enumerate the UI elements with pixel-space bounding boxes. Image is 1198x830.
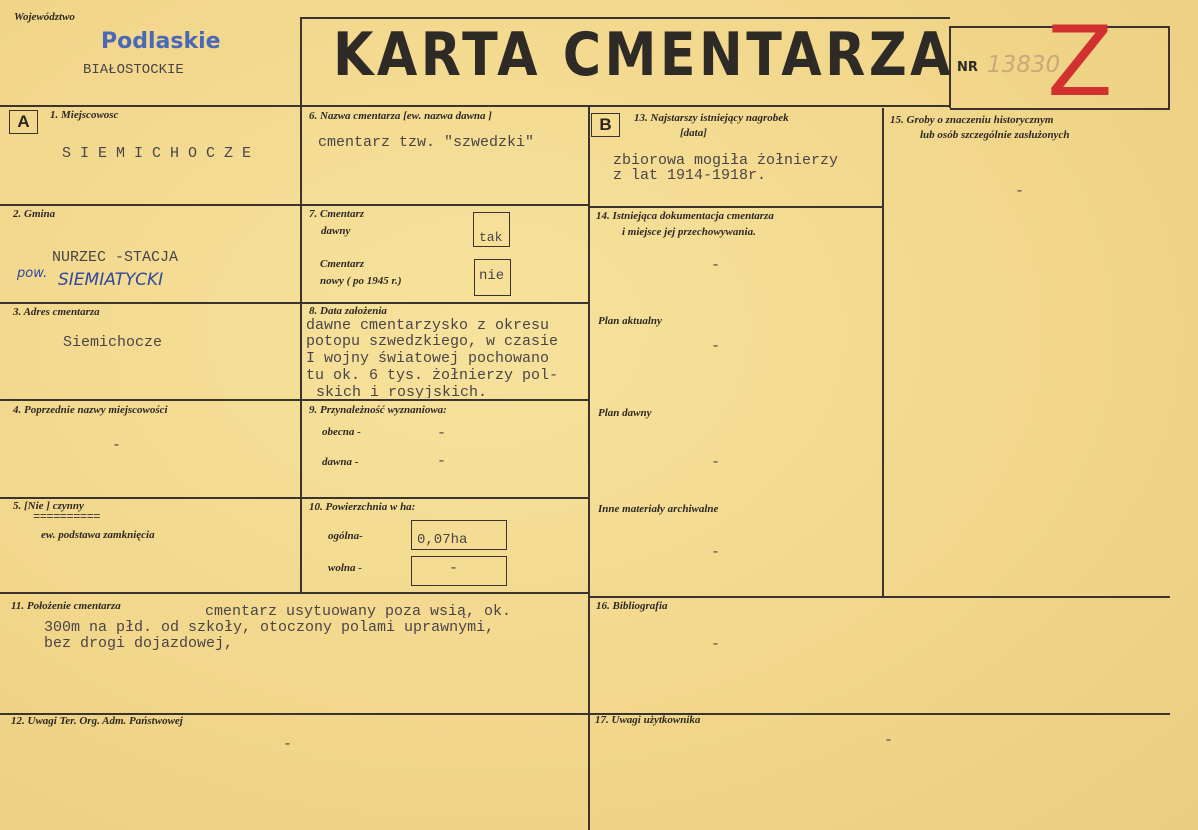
- field-2-label: 2. Gmina: [13, 208, 56, 220]
- field-13-label-1: 13. Najstarszy istniejący nagrobek: [634, 112, 789, 124]
- field-14-label-2: i miejsce jej przechowywania.: [622, 226, 756, 238]
- field-1-label: 1. Miejscowosc: [50, 109, 119, 121]
- field-7-label-old-1: 7. Cmentarz: [309, 208, 365, 220]
- archives-value: -: [711, 544, 721, 561]
- rule-v-right-edge: [1168, 26, 1170, 108]
- field-10-total-label: ogólna-: [328, 530, 363, 542]
- rule-row4: [0, 497, 590, 499]
- field-10-label: 10. Powierzchnia w ha:: [309, 501, 416, 513]
- rule-v-col3: [882, 108, 884, 596]
- field-10-free-box: [411, 556, 507, 586]
- nr-label: NR: [957, 60, 978, 75]
- archives-label: Inne materiały archiwalne: [598, 503, 719, 515]
- rule-top: [301, 17, 950, 19]
- rule-v-col2: [588, 105, 590, 830]
- field-8-line-4: tu ok. 6 tys. żołnierzy pol-: [306, 367, 559, 384]
- rule-row1: [0, 204, 590, 206]
- rule-row5-left: [0, 592, 590, 594]
- field-2-handwritten: SIEMIATYCKI: [58, 270, 164, 290]
- field-14-label-1: 14. Istniejąca dokumentacja cmentarza: [596, 210, 774, 222]
- field-11-line-1: cmentarz usytuowany poza wsią, ok.: [205, 603, 512, 620]
- rule-v-col1: [300, 105, 302, 592]
- field-8-line-1: dawne cmentarzysko z okresu: [306, 317, 550, 334]
- section-a-badge: A: [9, 110, 38, 134]
- field-10-total-value: 0,07ha: [417, 532, 468, 548]
- field-17-value: -: [884, 732, 894, 749]
- field-1-value: S I E M I C H O C Z E: [62, 145, 252, 162]
- field-12-label: 12. Uwagi Ter. Org. Adm. Państwowej: [11, 715, 183, 727]
- field-17-label: 17. Uwagi użytkownika: [595, 714, 701, 726]
- field-8-line-2: potopu szwedzkiego, w czasie: [306, 333, 559, 350]
- field-9-former-label: dawna -: [322, 456, 359, 468]
- field-5-label: 5. [Nie ] czynny: [13, 500, 84, 512]
- plan-current-value: -: [711, 338, 721, 355]
- field-7-old-value: tak: [479, 230, 503, 245]
- field-10-free-value: -: [449, 560, 459, 577]
- rule-header-bottom: [0, 105, 950, 107]
- field-4-value: -: [112, 437, 122, 454]
- voivodeship-label: Województwo: [14, 11, 75, 23]
- field-13-label-2: [data]: [680, 127, 707, 139]
- rule-row3: [0, 399, 590, 401]
- nr-value: 13830: [987, 52, 1061, 78]
- field-11-line-3: bez drogi dojazdowej,: [44, 635, 234, 652]
- field-6-value: cmentarz tzw. "szwedzki": [318, 134, 535, 151]
- field-7-label-old-2: dawny: [321, 225, 351, 237]
- field-16-label: 16. Bibliografia: [596, 600, 668, 612]
- red-mark: Z: [1047, 6, 1113, 118]
- section-b-badge: B: [591, 113, 620, 137]
- field-3-label: 3. Adres cmentarza: [13, 306, 100, 318]
- field-9-current-label: obecna -: [322, 426, 361, 438]
- field-3-value: Siemichocze: [63, 334, 163, 351]
- field-13-line-1: zbiorowa mogiła żołnierzy: [613, 152, 839, 169]
- field-5-sub-label: ew. podstawa zamknięcia: [41, 529, 155, 541]
- card-title: KARTA CMENTARZA: [333, 20, 955, 90]
- region-typed: BIAŁOSTOCKIE: [83, 62, 184, 78]
- field-4-label: 4. Poprzednie nazwy miejscowości: [13, 404, 168, 416]
- field-11-label: 11. Położenie cmentarza: [11, 600, 121, 612]
- field-9-current-value: -: [437, 425, 447, 442]
- field-6-label: 6. Nazwa cmentarza [ew. nazwa dawna ]: [309, 110, 492, 122]
- field-15-value: -: [1015, 183, 1025, 200]
- field-11-line-2: 300m na płd. od szkoły, otoczony polami uprawnymi,: [44, 619, 495, 636]
- field-16-value: -: [711, 636, 721, 653]
- field-10-free-label: wolna -: [328, 562, 362, 574]
- field-7-label-new-1: Cmentarz: [320, 258, 365, 270]
- plan-former-value: -: [711, 454, 721, 471]
- rule-row5-right: [590, 596, 1170, 598]
- field-7-label-new-2: nowy ( po 1945 r.): [320, 275, 402, 287]
- field-9-former-value: -: [437, 453, 447, 470]
- field-8-label: 8. Data założenia: [309, 305, 387, 317]
- rule-row2: [0, 302, 590, 304]
- field-9-label: 9. Przynależność wyznaniowa:: [309, 404, 447, 416]
- field-5-underline: ==========: [33, 510, 101, 524]
- field-13-line-2: z lat 1914-1918r.: [613, 167, 767, 184]
- field-8-line-3: I wojny światowej pochowano: [306, 350, 550, 367]
- region-stamp: Podlaskie: [101, 29, 221, 54]
- rule-b13: [590, 206, 883, 208]
- plan-former-label: Plan dawny: [598, 407, 652, 419]
- field-2-handwritten-prefix: pow.: [17, 266, 48, 281]
- rule-v-header: [300, 17, 302, 105]
- field-7-new-value: nie: [479, 268, 505, 284]
- plan-current-label: Plan aktualny: [598, 315, 662, 327]
- field-8-line-5: skich i rosyjskich.: [316, 384, 488, 398]
- field-14-value: -: [711, 257, 721, 274]
- field-15-label-1: 15. Groby o znaczeniu historycznym: [890, 114, 1054, 126]
- field-15-label-2: lub osób szczególnie zasłużonych: [920, 129, 1070, 141]
- field-12-value: -: [283, 736, 293, 753]
- field-2-value: NURZEC -STACJA: [52, 249, 179, 266]
